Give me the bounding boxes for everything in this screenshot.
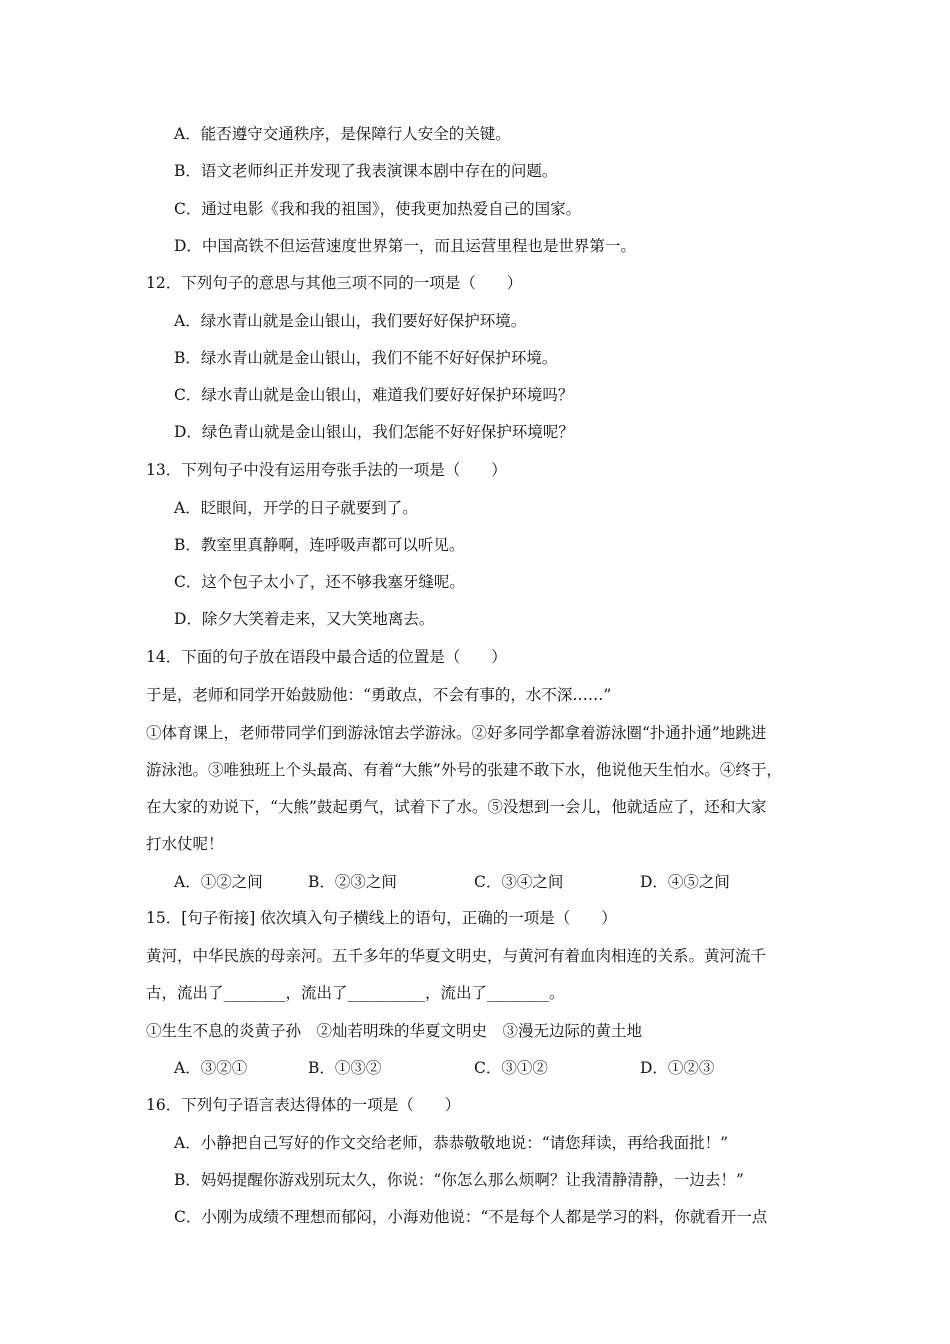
q12-option-c: C．绿水青山就是金山银山，难道我们要好好保护环境吗？ xyxy=(174,386,574,404)
q15-option-d: D．①②③ xyxy=(640,1059,715,1077)
q13-option-c: C．这个包子太小了，还不够我塞牙缝呢。 xyxy=(174,573,465,591)
q14-passage-line: ①体育课上，老师带同学们到游泳馆去学游泳。②好多同学都拿着游泳圈“扑通扑通”地跳进 xyxy=(146,724,767,742)
q14-passage-line: 在大家的劝说下，“大熊”鼓起勇气，试着下了水。⑤没想到一会儿，他就适应了，还和大家 xyxy=(146,798,767,816)
q14-option-d: D．④⑤之间 xyxy=(640,873,730,891)
q14-options-row xyxy=(174,871,730,893)
q16-option-c: C．小刚为成绩不理想而郁闷，小海劝他说：“不是每个人都是学习的料，你就看开一点 xyxy=(174,1208,768,1226)
q11-option-c: C．通过电影《我和我的祖国》，使我更加热爱自己的国家。 xyxy=(174,200,582,218)
q13-option-a: A．眨眼间，开学的日子就要到了。 xyxy=(174,499,418,517)
q13-option-d: D．除夕大笑着走来，又大笑地离去。 xyxy=(174,610,435,628)
q12-option-b: B．绿水青山就是金山银山，我们不能不好好保护环境。 xyxy=(174,349,558,367)
q15-passage-line: 黄河，中华民族的母亲河。五千多年的华夏文明史，与黄河有着血肉相连的关系。黄河流千 xyxy=(146,947,767,965)
q14-stem: 14．下面的句子放在语段中最合适的位置是（ ） xyxy=(146,648,507,666)
q12-stem: 12．下列句子的意思与其他三项不同的一项是（ ） xyxy=(146,274,523,292)
q11-option-d: D．中国高铁不但运营速度世界第一，而且运营里程也是世界第一。 xyxy=(174,237,636,255)
q15-option-b: B．①③② xyxy=(308,1059,382,1077)
q12-option-a: A．绿水青山就是金山银山，我们要好好保护环境。 xyxy=(174,312,527,330)
q12-option-d: D．绿色青山就是金山银山，我们怎能不好好保护环境呢？ xyxy=(174,423,574,441)
q13-stem: 13．下列句子中没有运用夸张手法的一项是（ ） xyxy=(146,461,507,479)
q14-option-c: C．③④之间 xyxy=(474,873,564,891)
q15-stem: 15．[句子衔接] 依次填入句子横线上的语句，正确的一项是（ ） xyxy=(146,909,617,927)
q15-option-a: A．③②① xyxy=(174,1059,248,1077)
q15-passage-line: 古，流出了________，流出了__________，流出了________。 xyxy=(146,984,565,1002)
q14-option-b: B．②③之间 xyxy=(308,873,397,891)
q16-stem: 16．下列句子语言表达得体的一项是（ ） xyxy=(146,1096,461,1114)
q15-option-c: C．③①② xyxy=(474,1059,548,1077)
q14-passage-line: 游泳池。③唯独班上个头最高、有着“大熊”外号的张建不敢下水，他说他天生怕水。④终于， xyxy=(146,761,782,779)
q16-option-a: A．小静把自己写好的作文交给老师，恭恭敬敬地说：“请您拜读，再给我面批！” xyxy=(174,1134,729,1152)
q14-option-a: A．①②之间 xyxy=(174,873,263,891)
q14-sentence: 于是，老师和同学开始鼓励他：“勇敢点，不会有事的，水不深……” xyxy=(146,686,612,704)
q11-option-a: A．能否遵守交通秩序，是保障行人安全的关键。 xyxy=(174,125,511,143)
q14-passage-line: 打水仗呢！ xyxy=(146,835,224,853)
q15-options-row xyxy=(174,1057,714,1079)
q13-option-b: B．教室里真静啊，连呼吸声都可以听见。 xyxy=(174,536,465,554)
q11-option-b: B．语文老师纠正并发现了我表演课本剧中存在的问题。 xyxy=(174,162,558,180)
q16-option-b: B．妈妈提醒你游戏别玩太久，你说：“你怎么那么烦啊？让我清静清静，一边去！” xyxy=(174,1171,744,1189)
q15-choices: ①生生不息的炎黄子孙 ②灿若明珠的华夏文明史 ③漫无边际的黄土地 xyxy=(146,1022,643,1040)
